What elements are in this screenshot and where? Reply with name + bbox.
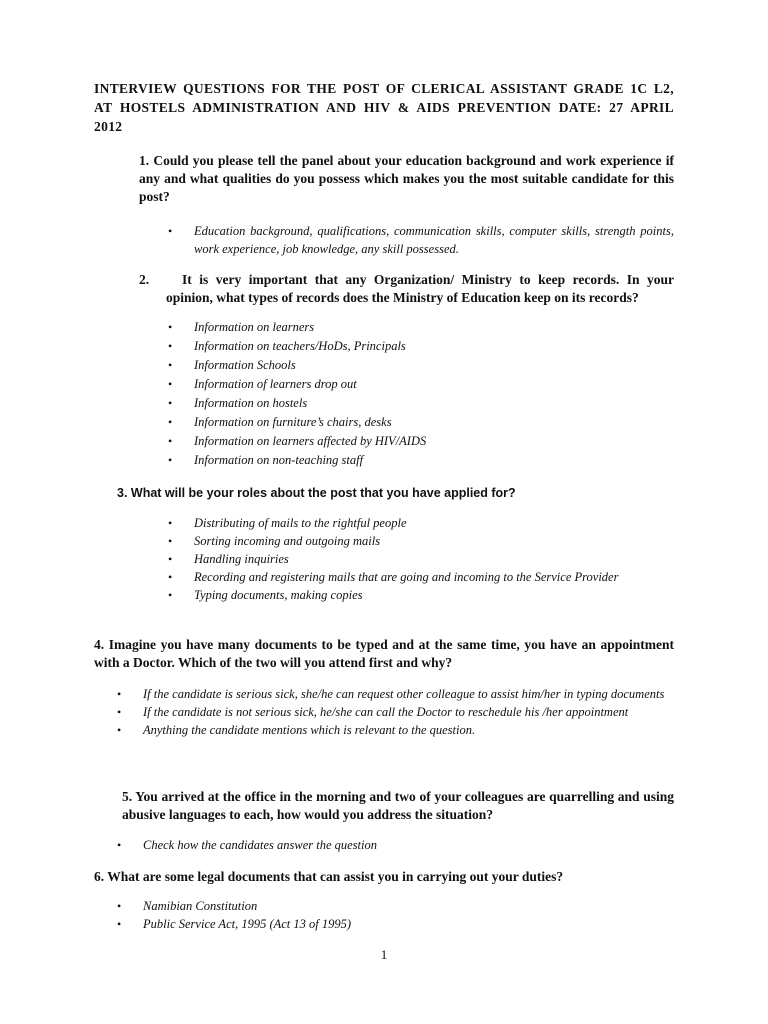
answer-bullet: • Information on learners affected by HIV/AIDS (166, 432, 674, 451)
question-5-answers (115, 836, 674, 854)
question-4-answers (115, 685, 674, 739)
answer-bullet: • Namibian Constitution (115, 897, 674, 915)
title-line-2: AT HOSTELS ADMINISTRATION AND HIV & AIDS PREVENTION DATE: 27 APRIL (94, 100, 674, 115)
answer-bullet: • Information on hostels (166, 394, 674, 413)
answer-bullet: • Distributing of mails to the rightful people (166, 514, 674, 532)
answer-bullet: • Information on learners (166, 318, 674, 337)
answer-bullet: • Information Schools (166, 356, 674, 375)
answer-bullet: • Information of learners drop out (166, 375, 674, 394)
page-number: 1 (380, 947, 388, 962)
question-5: 5. You arrived at the office in the morning and two of your colleagues are quarrelling and using abusive languages to each, how would you address the situation? (122, 789, 674, 822)
answer-bullet: • Handling inquiries (166, 550, 674, 568)
question-3-answers (166, 514, 674, 604)
question-3: 3. What will be your roles about the post that you have applied for? (117, 486, 516, 500)
answer-bullet: • Check how the candidates answer the question (115, 836, 674, 854)
title-line-3: 2012 (94, 119, 123, 134)
answer-bullet: • If the candidate is not serious sick, he/she can call the Doctor to reschedule his /her appointment (115, 703, 674, 721)
document-title (94, 79, 674, 136)
answer-bullet: • Typing documents, making copies (166, 586, 674, 604)
question-4: 4. Imagine you have many documents to be typed and at the same time, you have an appointment with a Doctor. Which of the two will you attend first and why? (94, 637, 674, 670)
title-line-1: INTERVIEW QUESTIONS FOR THE POST OF CLERICAL ASSISTANT GRADE 1C L2, (94, 81, 674, 96)
answer-bullet: • Information on non-teaching staff (166, 451, 674, 470)
answer-bullet: • Anything the candidate mentions which is relevant to the question. (115, 721, 674, 739)
question-2-answers (166, 318, 674, 470)
question-6-answers (115, 897, 674, 933)
answer-bullet: • If the candidate is serious sick, she/he can request other colleague to assist him/her in typing documents (115, 685, 674, 703)
question-2: It is very important that any Organization/ Ministry to keep records. In your opinion, what types of records does the Ministry of Education keep on its records? (166, 272, 674, 305)
question-6: 6. What are some legal documents that can assist you in carrying out your duties? (94, 869, 564, 884)
answer-bullet: • Public Service Act, 1995 (Act 13 of 1995) (115, 915, 674, 933)
answer-bullet: • Education background, qualifications, communication skills, computer skills, strength points, work experience, job knowledge, any skill possessed. (166, 222, 674, 258)
answer-bullet: • Information on teachers/HoDs, Principals (166, 337, 674, 356)
question-1-answers (166, 222, 674, 258)
answer-bullet: • Recording and registering mails that are going and incoming to the Service Provider (166, 568, 674, 586)
answer-bullet: • Information on furniture’s chairs, desks (166, 413, 674, 432)
question-1: 1. Could you please tell the panel about your education background and work experience if any and what qualities do you possess which makes you the most suitable candidate for this post? (139, 153, 674, 204)
answer-bullet: • Sorting incoming and outgoing mails (166, 532, 674, 550)
question-2-number: 2. (139, 272, 150, 287)
